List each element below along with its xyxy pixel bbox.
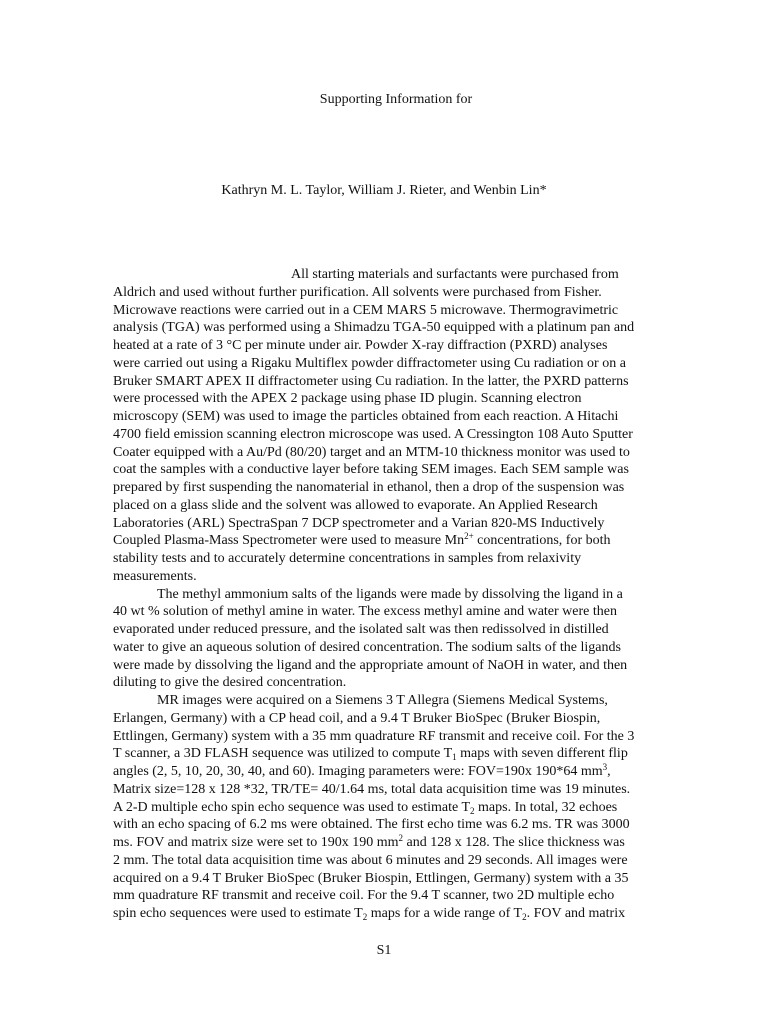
body-line: coat the samples with a conductive layer before taking SEM images. Each SEM sample was (113, 462, 629, 478)
body-line: were processed with the APEX 2 package using phase ID plugin. Scanning electron (113, 391, 582, 407)
line-text: maps. In total, 32 echoes (474, 799, 618, 815)
body-line: heated at a rate of 3 °C per minute under air. Powder X-ray diffraction (PXRD) analyses (113, 338, 608, 353)
body-line: evaporated under reduced pressure, and the isolated salt was then redissolved in distilled (113, 622, 609, 637)
line-text: spin echo sequences were used to estimate T (113, 906, 363, 921)
body-line: Microwave reactions were carried out in a CEM MARS 5 microwave. Thermogravimetric (113, 302, 619, 318)
subscript: 1 (452, 752, 457, 763)
line-text: A 2-D multiple echo spin echo sequence was used to estimate T (113, 799, 471, 815)
line-text: concentrations, for both (473, 533, 611, 549)
body-line: were carried out using a Rigaku Multiflex powder diffractometer using Cu radiation or on a (113, 355, 626, 371)
superscript: 2 (398, 833, 404, 843)
body-line (113, 799, 661, 817)
line-text: . FOV and matrix (526, 906, 626, 921)
body-line (113, 834, 661, 852)
subscript: 2 (470, 805, 475, 816)
superscript: 3 (602, 762, 608, 772)
body-line: prepared by first suspending the nanomaterial in ethanol, then a drop of the suspension was (113, 480, 625, 495)
page-number: S1 (376, 943, 392, 958)
body-line (113, 745, 661, 763)
author-list: Kathryn M. L. Taylor, William J. Rieter, and Wenbin Lin* (221, 183, 547, 198)
body-line: with an echo spacing of 6.2 ms were obtained. The first echo time was 6.2 ms. TR was 3000 (113, 817, 630, 833)
body-line: 40 wt % solution of methyl amine in water. The excess methyl amine and water were then (113, 604, 617, 620)
line-text: T scanner, a 3D FLASH sequence was utilized to compute T (113, 746, 453, 762)
line-text: and 128 x 128. The slice thickness was (403, 835, 625, 850)
body-line: stability tests and to accurately determine concentrations in samples from relaxivity (113, 551, 582, 566)
body-line: Erlangen, Germany) with a CP head coil, and a 9.4 T Bruker BioSpec (Bruker Biospin, (113, 710, 601, 726)
superscript: 2+ (464, 531, 474, 542)
body-line: were made by dissolving the ligand and the appropriate amount of NaOH in water, and then (113, 657, 628, 673)
line-text: angles (2, 5, 10, 20, 30, 40, and 60). Imaging parameters were: FOV=190x 190*64 mm (113, 764, 603, 779)
body-line: water to give an aqueous solution of desired concentration. The sodium salts of the ligands (113, 639, 621, 655)
body-line: 4700 field emission scanning electron microscope was used. A Cressington 108 Auto Sputter (113, 426, 633, 442)
line-text: , (607, 764, 611, 779)
body-line: The methyl ammonium salts of the ligands were made by dissolving the ligand in a (157, 586, 623, 602)
body-line (113, 763, 661, 781)
page-title: Supporting Information for (319, 92, 473, 107)
body-line: analysis (TGA) was performed using a Shimadzu TGA-50 equipped with a platinum pan and (113, 320, 635, 336)
body-line: diluting to give the desired concentration. (113, 675, 347, 691)
body-line: Ettlingen, Germany) system with a 35 mm quadrature RF transmit and receive coil. For the 3 (113, 728, 635, 744)
body-line: placed on a glass slide and the solvent was allowed to evaporate. An Applied Research (113, 497, 598, 513)
body-line: All starting materials and surfactants were purchased from (291, 267, 619, 282)
line-text: Coupled Plasma-Mass Spectrometer were used to measure Mn (113, 533, 465, 549)
body-line: mm quadrature RF transmit and receive coil. For the 9.4 T scanner, two 2D multiple echo (113, 888, 615, 904)
body-line: MR images were acquired on a Siemens 3 T Allegra (Siemens Medical Systems, (157, 693, 608, 708)
body-line: Matrix size=128 x 128 *32, TR/TE= 40/1.64 ms, total data acquisition time was 19 minutes. (113, 781, 631, 797)
body-line: microscopy (SEM) was used to image the particles obtained from each reaction. A Hitachi (113, 409, 619, 424)
body-text (113, 266, 661, 923)
body-line: Laboratories (ARL) SpectraSpan 7 DCP spectrometer and a Varian 820-MS Inductively (113, 515, 605, 531)
line-text: maps for a wide range of T (367, 906, 523, 921)
body-line: measurements. (113, 568, 197, 584)
body-line (113, 532, 661, 550)
body-line: Bruker SMART APEX II diffractometer using Cu radiation. In the latter, the PXRD patterns (113, 373, 629, 389)
subscript: 2 (362, 912, 368, 922)
subscript: 2 (522, 912, 527, 922)
line-text: maps with seven different flip (456, 746, 628, 762)
body-line (113, 905, 661, 923)
body-line: Aldrich and used without further purification. All solvents were purchased from Fisher. (113, 284, 602, 300)
body-line: acquired on a 9.4 T Bruker BioSpec (Bruker Biospin, Ettlingen, Germany) system with a 35 (113, 870, 629, 886)
body-line: 2 mm. The total data acquisition time was about 6 minutes and 29 seconds. All images were (113, 852, 628, 868)
body-line: Coater equipped with a Au/Pd (80/20) target and an MTM-10 thickness monitor was used to (113, 444, 630, 460)
line-text: ms. FOV and matrix size were set to 190x 190 mm (113, 835, 399, 850)
